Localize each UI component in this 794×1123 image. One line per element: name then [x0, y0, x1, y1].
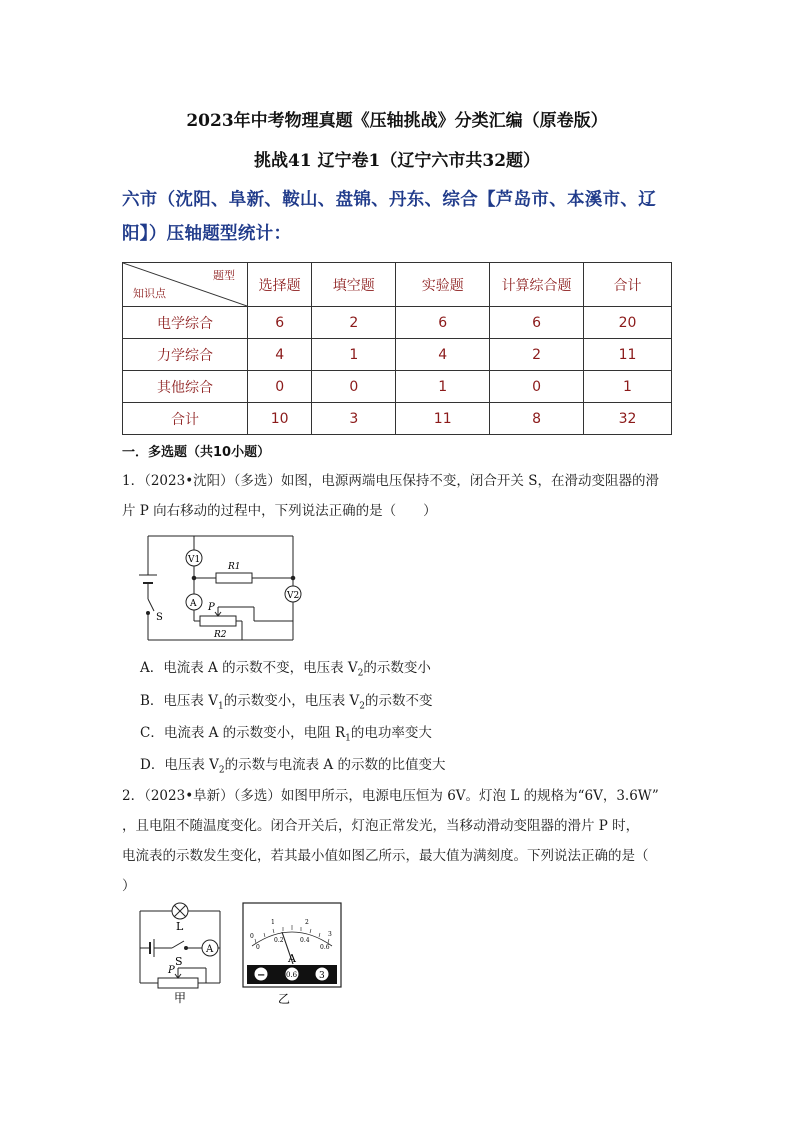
- ammeter-a-label: A: [190, 599, 197, 609]
- row-header: 其他综合: [123, 371, 248, 403]
- switch-s-label: S: [156, 612, 163, 623]
- option-text: 的示数与电流表 A 的示数的比值变大: [224, 757, 446, 773]
- scale-bottom-label: 0.6: [320, 944, 330, 951]
- ammeter-a-label: A: [206, 944, 214, 955]
- table-cell: 2: [312, 307, 396, 339]
- figure-a-caption: 甲: [174, 991, 187, 1005]
- corner-bottom-label: 知识点: [133, 287, 166, 300]
- ammeter-unit-label: A: [288, 952, 296, 965]
- table-corner-cell: [123, 263, 248, 307]
- column-header: 实验题: [396, 263, 490, 307]
- slider-p-label: P: [168, 965, 175, 976]
- option-text: 的示数不变: [364, 693, 433, 709]
- table-cell: 1: [583, 371, 671, 403]
- question-2-line2: ，且电阻不随温度变化。闭合开关后，灯泡正常发光，当移动滑动变阻器的滑片 P 时，: [122, 818, 640, 834]
- question-2-line4: ）: [122, 878, 136, 894]
- section-heading: 一．多选题（共10小题）: [122, 445, 271, 460]
- table-cell: 6: [248, 307, 312, 339]
- summary-heading-line2: 阳】）压轴题型统计：: [122, 224, 292, 244]
- scale-top-label: 3: [328, 931, 332, 938]
- question-1-line1: 1．（2023•沈阳）（多选）如图，电源两端电压保持不变，闭合开关 S，在滑动变阻器的滑: [122, 473, 659, 489]
- q1-option-b[interactable]: [140, 689, 432, 712]
- option-sub: 2: [359, 701, 365, 712]
- q2-ammeter-figure-b: [242, 902, 344, 1008]
- option-text: C．电流表 A 的示数变小，电阻 R: [140, 725, 346, 741]
- table-cell: 2: [490, 339, 584, 371]
- q2-circuit-figure-a: [134, 898, 234, 1006]
- column-header: 填空题: [312, 263, 396, 307]
- option-sub: 1: [345, 733, 351, 744]
- option-text: 的示数变小，电压表 V: [223, 693, 360, 709]
- table-cell: 11: [396, 403, 490, 435]
- stats-table: [122, 262, 672, 435]
- terminal-06-label: 0.6: [286, 971, 298, 979]
- table-cell: 32: [583, 403, 671, 435]
- summary-heading: [122, 183, 682, 251]
- figure-b-caption: 乙: [278, 992, 291, 1006]
- slider-p-label: P: [208, 602, 215, 613]
- question-2: [122, 781, 678, 901]
- page-subtitle: 挑战41 辽宁卷1（辽宁六市共32题）: [253, 151, 541, 171]
- table-cell: 0: [248, 371, 312, 403]
- corner-top-label: 题型: [213, 269, 235, 282]
- table-cell: 4: [396, 339, 490, 371]
- column-header: 计算综合题: [490, 263, 584, 307]
- scale-top-label: 1: [271, 919, 275, 926]
- q1-option-d[interactable]: [140, 753, 445, 776]
- question-2-line3: 电流表的示数发生变化，若其最小值如图乙所示，最大值为满刻度。下列说法正确的是（: [122, 848, 649, 864]
- option-sub: 1: [217, 701, 224, 712]
- row-header: 合计: [123, 403, 248, 435]
- option-sub: 2: [357, 668, 364, 679]
- option-text: D．电压表 V: [140, 757, 219, 773]
- scale-bottom-label: 0: [256, 944, 260, 951]
- table-cell: 20: [583, 307, 671, 339]
- voltmeter-v1-label: V1: [188, 555, 201, 565]
- table-cell: 8: [490, 403, 584, 435]
- table-cell: 3: [312, 403, 396, 435]
- option-sub: 2: [218, 765, 225, 776]
- table-cell: 10: [248, 403, 312, 435]
- table-row: [123, 339, 672, 371]
- table-cell: 6: [490, 307, 584, 339]
- table-cell: 0: [312, 371, 396, 403]
- table-cell: 0: [490, 371, 584, 403]
- lamp-l-label: L: [176, 920, 184, 933]
- scale-bottom-label: 0.4: [300, 937, 310, 944]
- table-cell: 11: [583, 339, 671, 371]
- q1-option-c[interactable]: [140, 721, 432, 744]
- scale-top-label: 2: [305, 919, 309, 926]
- column-header: 选择题: [248, 263, 312, 307]
- question-1: [122, 466, 678, 526]
- scale-bottom-label: 0.2: [274, 937, 284, 944]
- resistor-r1-label: R1: [228, 562, 241, 572]
- resistor-r2-label: R2: [214, 630, 227, 640]
- page-title: 2023年中考物理真题《压轴挑战》分类汇编（原卷版）: [186, 111, 608, 131]
- terminal-3-label: 3: [319, 971, 325, 981]
- q1-option-a[interactable]: [140, 656, 431, 679]
- option-text: B．电压表 V: [140, 693, 218, 709]
- column-header: 合计: [583, 263, 671, 307]
- voltmeter-v2-label: V2: [287, 591, 300, 601]
- switch-s-label: S: [175, 955, 183, 968]
- terminal-negative-label: −: [257, 970, 266, 981]
- table-row: [123, 371, 672, 403]
- question-1-line2: 片 P 向右移动的过程中，下列说法正确的是（ ）: [122, 503, 437, 519]
- option-text: 的电功率变大: [350, 725, 432, 741]
- question-2-line1: 2．（2023•阜新）（多选）如图甲所示，电源电压恒为 6V。灯泡 L 的规格为“6V，3.6W”: [122, 788, 659, 804]
- q1-circuit-diagram: [136, 533, 306, 643]
- table-cell: 4: [248, 339, 312, 371]
- scale-top-label: 0: [250, 933, 254, 940]
- option-text: A．电流表 A 的示数不变，电压表 V: [140, 660, 358, 676]
- row-header: 电学综合: [123, 307, 248, 339]
- option-text: 的示数变小: [363, 660, 431, 676]
- row-header: 力学综合: [123, 339, 248, 371]
- summary-heading-line1: 六市（沈阳、阜新、鞍山、盘锦、丹东、综合【芦岛市、本溪市、辽: [122, 190, 656, 210]
- table-cell: 1: [396, 371, 490, 403]
- table-row: [123, 307, 672, 339]
- table-cell: 6: [396, 307, 490, 339]
- table-row: [123, 403, 672, 435]
- table-cell: 1: [312, 339, 396, 371]
